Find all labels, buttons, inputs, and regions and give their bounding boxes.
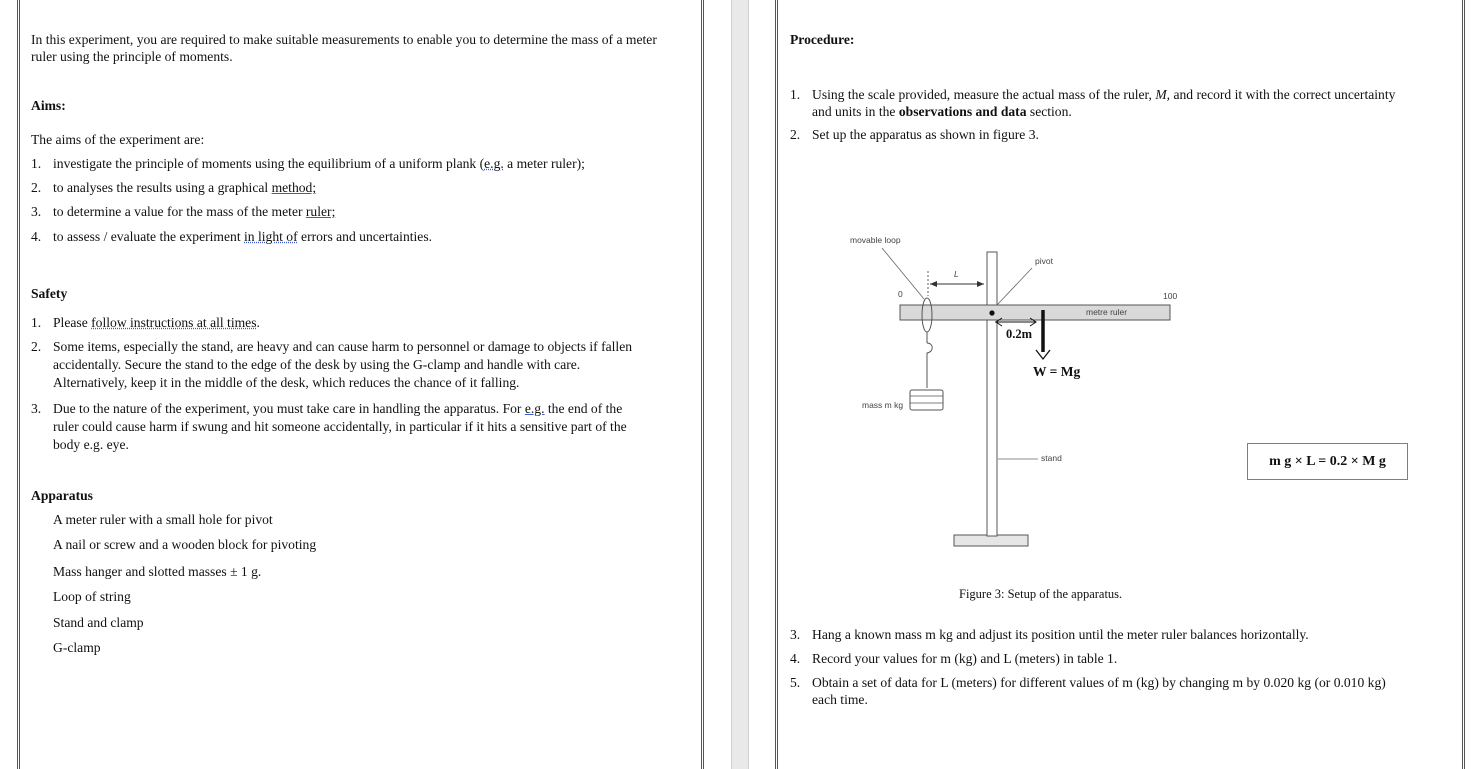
- mass-label: mass m kg: [862, 400, 904, 410]
- safety-item-line: body e.g. eye.: [53, 437, 129, 452]
- grammar-mark: e.g.: [484, 156, 504, 171]
- safety-item-line: Alternatively, keep it in the middle of the desk, which reduces the chance of it falling.: [53, 375, 520, 390]
- step-number: 1.: [790, 87, 801, 102]
- apparatus-item: Loop of string: [53, 589, 131, 604]
- step-number: 2.: [790, 127, 801, 142]
- step-number: 4.: [790, 651, 801, 666]
- distance-label: 0.2m: [1006, 327, 1033, 341]
- safety-item-line: Due to the nature of the experiment, you must take care in handling the apparatus. For e.g. the end of the: [53, 401, 623, 416]
- safety-item-line: ruler could cause harm if swung and hit someone accidentally, in particular if it hits a sensitive part of the: [53, 419, 627, 434]
- aims-lead: The aims of the experiment are:: [31, 132, 205, 147]
- apparatus-heading: Apparatus: [31, 488, 93, 503]
- safety-item: Please follow instructions at all times.: [53, 315, 260, 330]
- aim-number: 1.: [31, 156, 42, 171]
- apparatus-item: A meter ruler with a small hole for pivot: [53, 512, 273, 527]
- safety-number: 1.: [31, 315, 42, 330]
- l-label: L: [954, 269, 959, 279]
- intro-paragraph: In this experiment, you are required to make suitable measurements to enable you to determine the mass of a meter ruler using the principle of moments.: [31, 32, 657, 64]
- apparatus-item: Mass hanger and slotted masses ± 1 g.: [53, 564, 262, 579]
- grammar-mark: method;: [271, 180, 317, 195]
- procedure-heading: Procedure:: [790, 32, 855, 47]
- l-arrow-head-left: [930, 281, 937, 287]
- pivot-label: pivot: [1035, 256, 1053, 266]
- grammar-mark: follow instructions at all times: [91, 315, 257, 330]
- pivot-pointer: [997, 268, 1032, 305]
- safety-item-line: accidentally. Secure the stand to the edge of the desk by using the G-clamp and handle with care.: [53, 357, 581, 372]
- aim-item: investigate the principle of moments using the equilibrium of a uniform plank (e.g. a meter ruler);: [53, 156, 585, 171]
- movable-loop-label: movable loop: [850, 235, 901, 245]
- step-2: Set up the apparatus as shown in figure 3.: [812, 127, 1039, 142]
- hanger-hook: [927, 343, 932, 388]
- equation-box: [1247, 443, 1408, 480]
- grammar-mark: in light of: [244, 229, 298, 244]
- aim-number: 4.: [31, 229, 42, 244]
- step-5-line-2: each time.: [812, 692, 868, 707]
- scale-100-label: 100: [1163, 291, 1178, 301]
- metre-ruler-label: metre ruler: [1086, 307, 1128, 317]
- metre-ruler: [900, 305, 1170, 320]
- safety-heading: Safety: [31, 286, 68, 301]
- aims-heading: Aims:: [31, 98, 66, 113]
- slotted-mass: [910, 390, 943, 410]
- stand-pole: [987, 252, 997, 536]
- safety-number: 2.: [31, 339, 42, 354]
- safety-number: 3.: [31, 401, 42, 416]
- safety-item-line: Some items, especially the stand, are heavy and can cause harm to personnel or damage to objects if fallen: [53, 339, 633, 354]
- apparatus-item: A nail or screw and a wooden block for pivoting: [53, 537, 317, 552]
- aim-number: 3.: [31, 204, 42, 219]
- grammar-mark: e.g.: [524, 401, 545, 416]
- apparatus-item: Stand and clamp: [53, 615, 144, 630]
- apparatus-item: G-clamp: [53, 640, 101, 655]
- step-3: Hang a known mass m kg and adjust its position until the meter ruler balances horizontally.: [812, 627, 1309, 642]
- pivot-point: [989, 310, 994, 315]
- aim-item: to determine a value for the mass of the meter ruler;: [53, 204, 336, 219]
- step-5-line-1: Obtain a set of data for L (meters) for different values of m (kg) by changing m by 0.020 kg (or 0.010 kg): [812, 675, 1386, 690]
- step-1-line-1: Using the scale provided, measure the actual mass of the ruler, M, and record it with the correct uncertainty: [812, 87, 1396, 102]
- stand-label: stand: [1041, 453, 1062, 463]
- equation-text: m g × L = 0.2 × M g: [1269, 453, 1386, 469]
- aim-item: to assess / evaluate the experiment in light of errors and uncertainties.: [53, 229, 433, 244]
- step-1-line-2: and units in the observations and data section.: [812, 104, 1072, 119]
- step-number: 3.: [790, 627, 801, 642]
- figure-caption: Figure 3: Setup of the apparatus.: [959, 587, 1123, 601]
- scale-zero-label: 0: [898, 289, 903, 299]
- aim-item: to analyses the results using a graphical method;: [53, 180, 317, 195]
- step-number: 5.: [790, 675, 801, 690]
- aim-number: 2.: [31, 180, 42, 195]
- movable-loop-pointer: [882, 248, 924, 299]
- l-arrow-head-right: [977, 281, 984, 287]
- step-4: Record your values for m (kg) and L (meters) in table 1.: [812, 651, 1118, 666]
- grammar-mark: ruler;: [305, 204, 336, 219]
- stand-base: [954, 535, 1028, 546]
- weight-label: W = Mg: [1033, 364, 1081, 379]
